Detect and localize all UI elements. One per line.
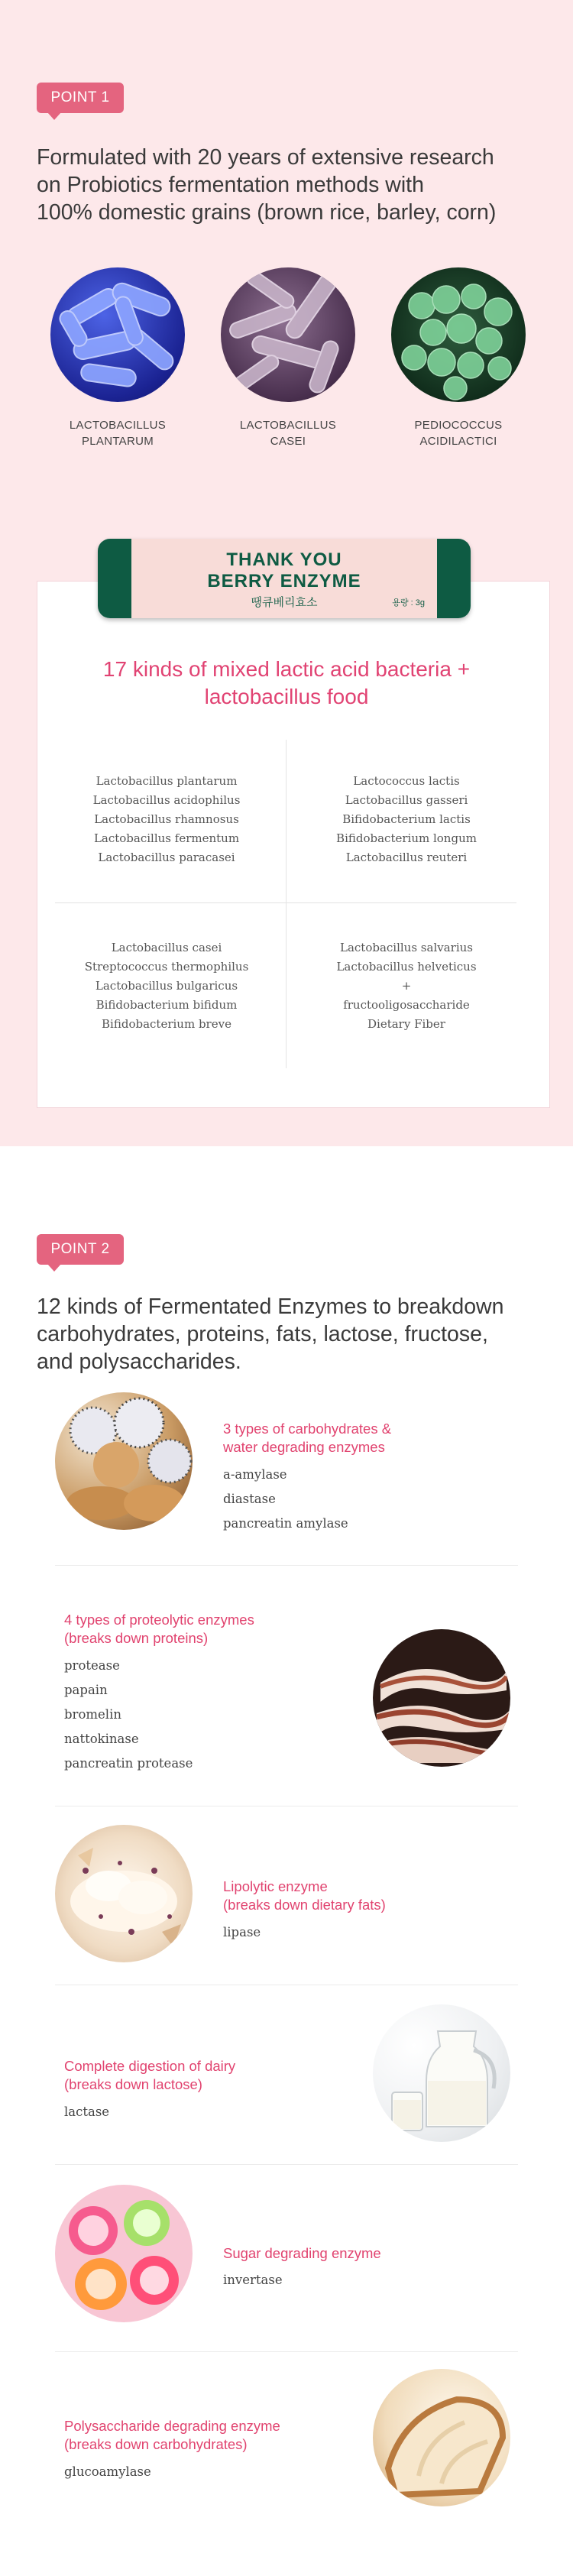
enzyme-item: nattokinase	[64, 1732, 139, 1746]
enzyme-item: lactase	[64, 2105, 110, 2119]
card-divider-horizontal	[55, 902, 516, 903]
list-item: Lactobacillus gasseri	[345, 793, 468, 807]
list-item: Lactobacillus paracasei	[98, 851, 235, 864]
enzyme-title-line: Complete digestion of dairy	[64, 2058, 236, 2074]
enzyme-title	[64, 1611, 254, 1648]
enzyme-title-line: (breaks down lactose)	[64, 2076, 202, 2092]
list-item: Lactobacillus acidophilus	[92, 793, 241, 807]
enzyme-title-line: Sugar degrading enzyme	[223, 2245, 381, 2261]
enzyme-title	[223, 1420, 391, 1456]
product-weight: 용량 : 3g	[392, 598, 425, 608]
jelly-candy-photo-icon	[55, 2185, 193, 2322]
bacteria-label-line: LACTOBACILLUS	[69, 419, 167, 432]
enzyme-list	[223, 1920, 261, 1945]
list-item: Dietary Fiber	[367, 1017, 445, 1031]
enzyme-item: glucoamylase	[64, 2464, 151, 2479]
bacteria-label-line: LACTOBACILLUS	[239, 419, 337, 432]
enzyme-separator	[55, 1565, 518, 1566]
enzyme-item: pancreatin protease	[64, 1756, 193, 1771]
enzyme-item: protease	[64, 1658, 120, 1673]
enzyme-title	[64, 2057, 235, 2094]
card-title-line: 17 kinds of mixed lactic acid bacteria +	[102, 657, 471, 681]
product-stick-image	[98, 539, 471, 618]
list-item: Bifidobacterium lactis	[342, 812, 471, 826]
card-title-line: lactobacillus food	[204, 685, 369, 708]
bacteria-label	[219, 417, 357, 449]
enzyme-item: lipase	[223, 1925, 261, 1939]
enzyme-title	[223, 1878, 386, 1914]
bacteria-label	[49, 417, 186, 449]
list-item: Lactobacillus fermentum	[93, 831, 240, 845]
list-item: Lactobacillus reuteri	[345, 851, 468, 864]
strain-list-bottom-left	[52, 938, 281, 1034]
card-title	[0, 656, 573, 711]
bacteria-rods-blue-icon	[50, 267, 185, 402]
bacteria-label-line: PEDIOCOCCUS	[414, 419, 503, 432]
enzyme-item: diastase	[223, 1492, 276, 1506]
enzyme-separator	[55, 2164, 518, 2165]
headline-line: Formulated with 20 years of extensive research	[37, 145, 494, 170]
list-item: Bifidobacterium breve	[102, 1017, 231, 1031]
list-item: fructooligosaccharide	[343, 998, 470, 1012]
enzyme-list	[223, 2268, 283, 2292]
strain-list-top-left	[52, 772, 281, 867]
list-item: Lactobacillus salvarius	[339, 941, 473, 954]
enzyme-item: pancreatin amylase	[223, 1516, 348, 1531]
headline-line: and polysaccharides.	[37, 1350, 241, 1374]
enzyme-title-line: (breaks down dietary fats)	[223, 1897, 386, 1913]
bacteria-label-line: CASEI	[270, 435, 306, 448]
enzyme-title-line: water degrading enzymes	[223, 1439, 385, 1455]
strain-list-top-right	[292, 772, 521, 867]
list-item: Bifidobacterium longum	[336, 831, 477, 845]
enzyme-item: papain	[64, 1683, 108, 1697]
enzyme-list	[64, 2100, 109, 2124]
headline-line: 12 kinds of Fermentated Enzymes to breakdown	[37, 1294, 504, 1319]
point1-badge: POINT 1	[37, 83, 124, 113]
bacteria-acidilactici	[390, 267, 527, 449]
cream-dessert-photo-icon	[55, 1825, 193, 1962]
list-item: Bifidobacterium bifidum	[96, 998, 238, 1012]
enzyme-title-line: (breaks down carbohydrates)	[64, 2436, 248, 2452]
bread-photo-icon	[373, 2369, 510, 2506]
bacteria-casei	[219, 267, 357, 449]
headline-line: carbohydrates, proteins, fats, lactose, fructose,	[37, 1322, 488, 1346]
enzyme-separator	[55, 2351, 518, 2352]
bacteria-rods-purple-icon	[221, 267, 355, 402]
bacteria-cocci-green-icon	[391, 267, 526, 402]
bacteria-label-line: ACIDILACTICI	[419, 435, 497, 448]
point2-section	[0, 1146, 573, 2576]
enzyme-title-line: Polysaccharide degrading enzyme	[64, 2418, 280, 2434]
list-item: Lactobacillus plantarum	[96, 774, 238, 788]
cookies-photo-icon	[55, 1392, 193, 1530]
list-item: Lactobacillus casei	[111, 941, 222, 954]
point1-headline	[37, 144, 541, 226]
list-item: Lactobacillus helveticus	[336, 960, 477, 974]
list-item: Lactobacillus rhamnosus	[94, 812, 239, 826]
list-item: Streptococcus thermophilus	[84, 960, 249, 974]
bacteria-plantarum	[49, 267, 186, 449]
enzyme-title	[223, 2244, 381, 2263]
enzyme-list	[223, 1463, 348, 1536]
bacon-photo-icon	[373, 1629, 510, 1767]
enzyme-title-line: 3 types of carbohydrates &	[223, 1421, 392, 1437]
bacteria-label	[390, 417, 527, 449]
list-item: +	[401, 979, 412, 993]
enzyme-title-line: (breaks down proteins)	[64, 1630, 209, 1646]
enzyme-item: a-amylase	[223, 1467, 287, 1482]
enzyme-title-line: 4 types of proteolytic enzymes	[64, 1612, 254, 1628]
enzyme-item: invertase	[223, 2273, 283, 2287]
enzyme-title-line: Lipolytic enzyme	[223, 1878, 328, 1894]
list-item: Lactobacillus bulgaricus	[95, 979, 238, 993]
headline-line: 100% domestic grains (brown rice, barley, corn)	[37, 200, 497, 225]
bacteria-label-line: PLANTARUM	[81, 435, 154, 448]
point1-section	[0, 0, 573, 1146]
headline-line: on Probiotics fermentation methods with	[37, 173, 424, 197]
point2-headline	[37, 1293, 541, 1375]
product-name-line: THANK YOU	[226, 549, 342, 570]
milk-photo-icon	[373, 2004, 510, 2142]
product-korean-name: 땡큐베리효소	[251, 596, 318, 609]
strain-list-bottom-right	[292, 938, 521, 1034]
enzyme-item: bromelin	[64, 1707, 121, 1722]
point2-badge: POINT 2	[37, 1234, 124, 1265]
enzyme-list	[64, 2460, 151, 2484]
enzyme-title	[64, 2417, 280, 2454]
product-name-line: BERRY ENZYME	[207, 571, 361, 591]
list-item: Lactococcus lactis	[353, 774, 460, 788]
enzyme-list	[64, 1654, 193, 1776]
